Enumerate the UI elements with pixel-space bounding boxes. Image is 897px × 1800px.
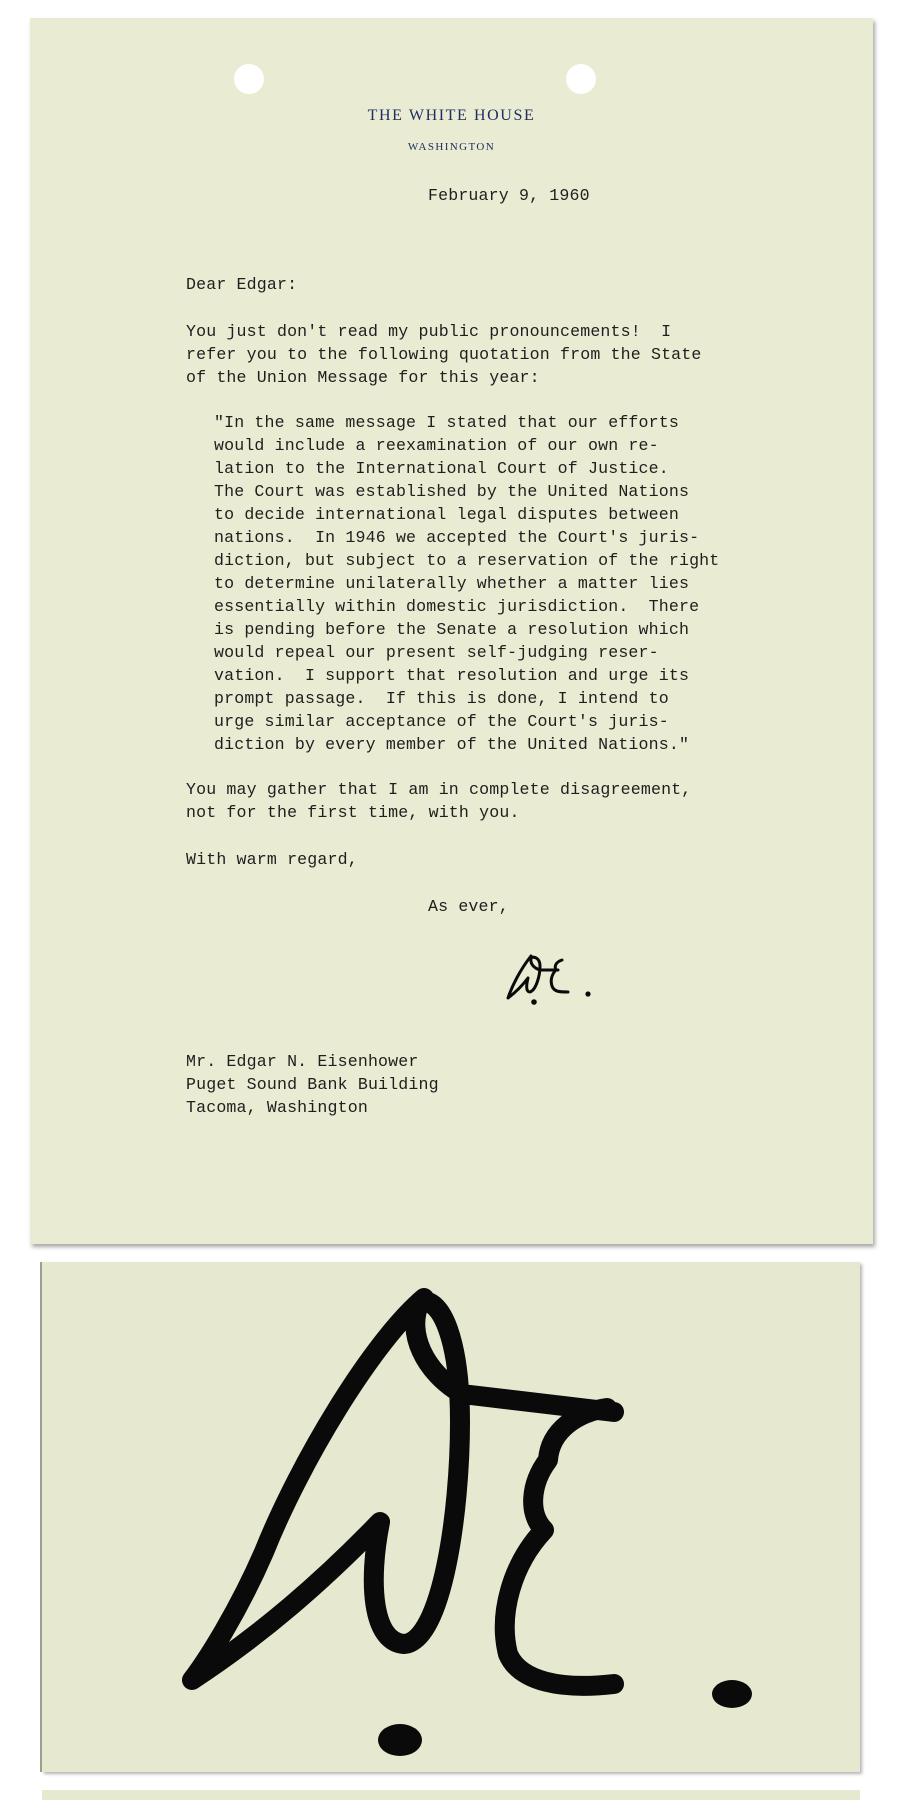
letterhead-title: THE WHITE HOUSE xyxy=(367,107,536,124)
quoted-message: "In the same message I stated that our efforts would include a reexamination of our own re- lation to the International Court of Justice. The Court was established by the United Nations to decide international legal disputes between nations. In 1946 we accepted the Court's juris- diction, but subject to a reservation of the right to determine unilaterally whether a matter lies essentially within domestic jurisdiction. There is pending before the Senate a resolution which would repeal our present self-judging reser- vation. I support that resolution and urge its prompt passage. If this is done, I intend to urge similar acceptance of the Court's juris- diction by every member of the United Nations." xyxy=(214,413,720,754)
letter-date: February 9, 1960 xyxy=(428,186,590,205)
signature-closeup xyxy=(42,1262,860,1772)
body-paragraph-1: You just don't read my public pronouncements! I refer you to the following quotation from the State of the Union Message for this year: xyxy=(186,322,702,387)
body-paragraph-2: You may gather that I am in complete disagreement, not for the first time, with you. xyxy=(186,780,692,822)
letter-sheet xyxy=(30,18,873,1244)
punch-hole-right xyxy=(566,64,596,94)
letterhead-city: WASHINGTON xyxy=(407,141,496,153)
valediction: As ever, xyxy=(428,897,509,916)
recipient-address: Mr. Edgar N. Eisenhower Puget Sound Bank Building Tacoma, Washington xyxy=(186,1052,439,1117)
signature-small xyxy=(506,948,596,1008)
salutation: Dear Edgar: xyxy=(186,275,298,294)
page-strip-bottom xyxy=(42,1790,860,1800)
signature-closeup-panel xyxy=(42,1262,860,1772)
punch-hole-left xyxy=(234,64,264,94)
closing-line: With warm regard, xyxy=(186,850,358,869)
